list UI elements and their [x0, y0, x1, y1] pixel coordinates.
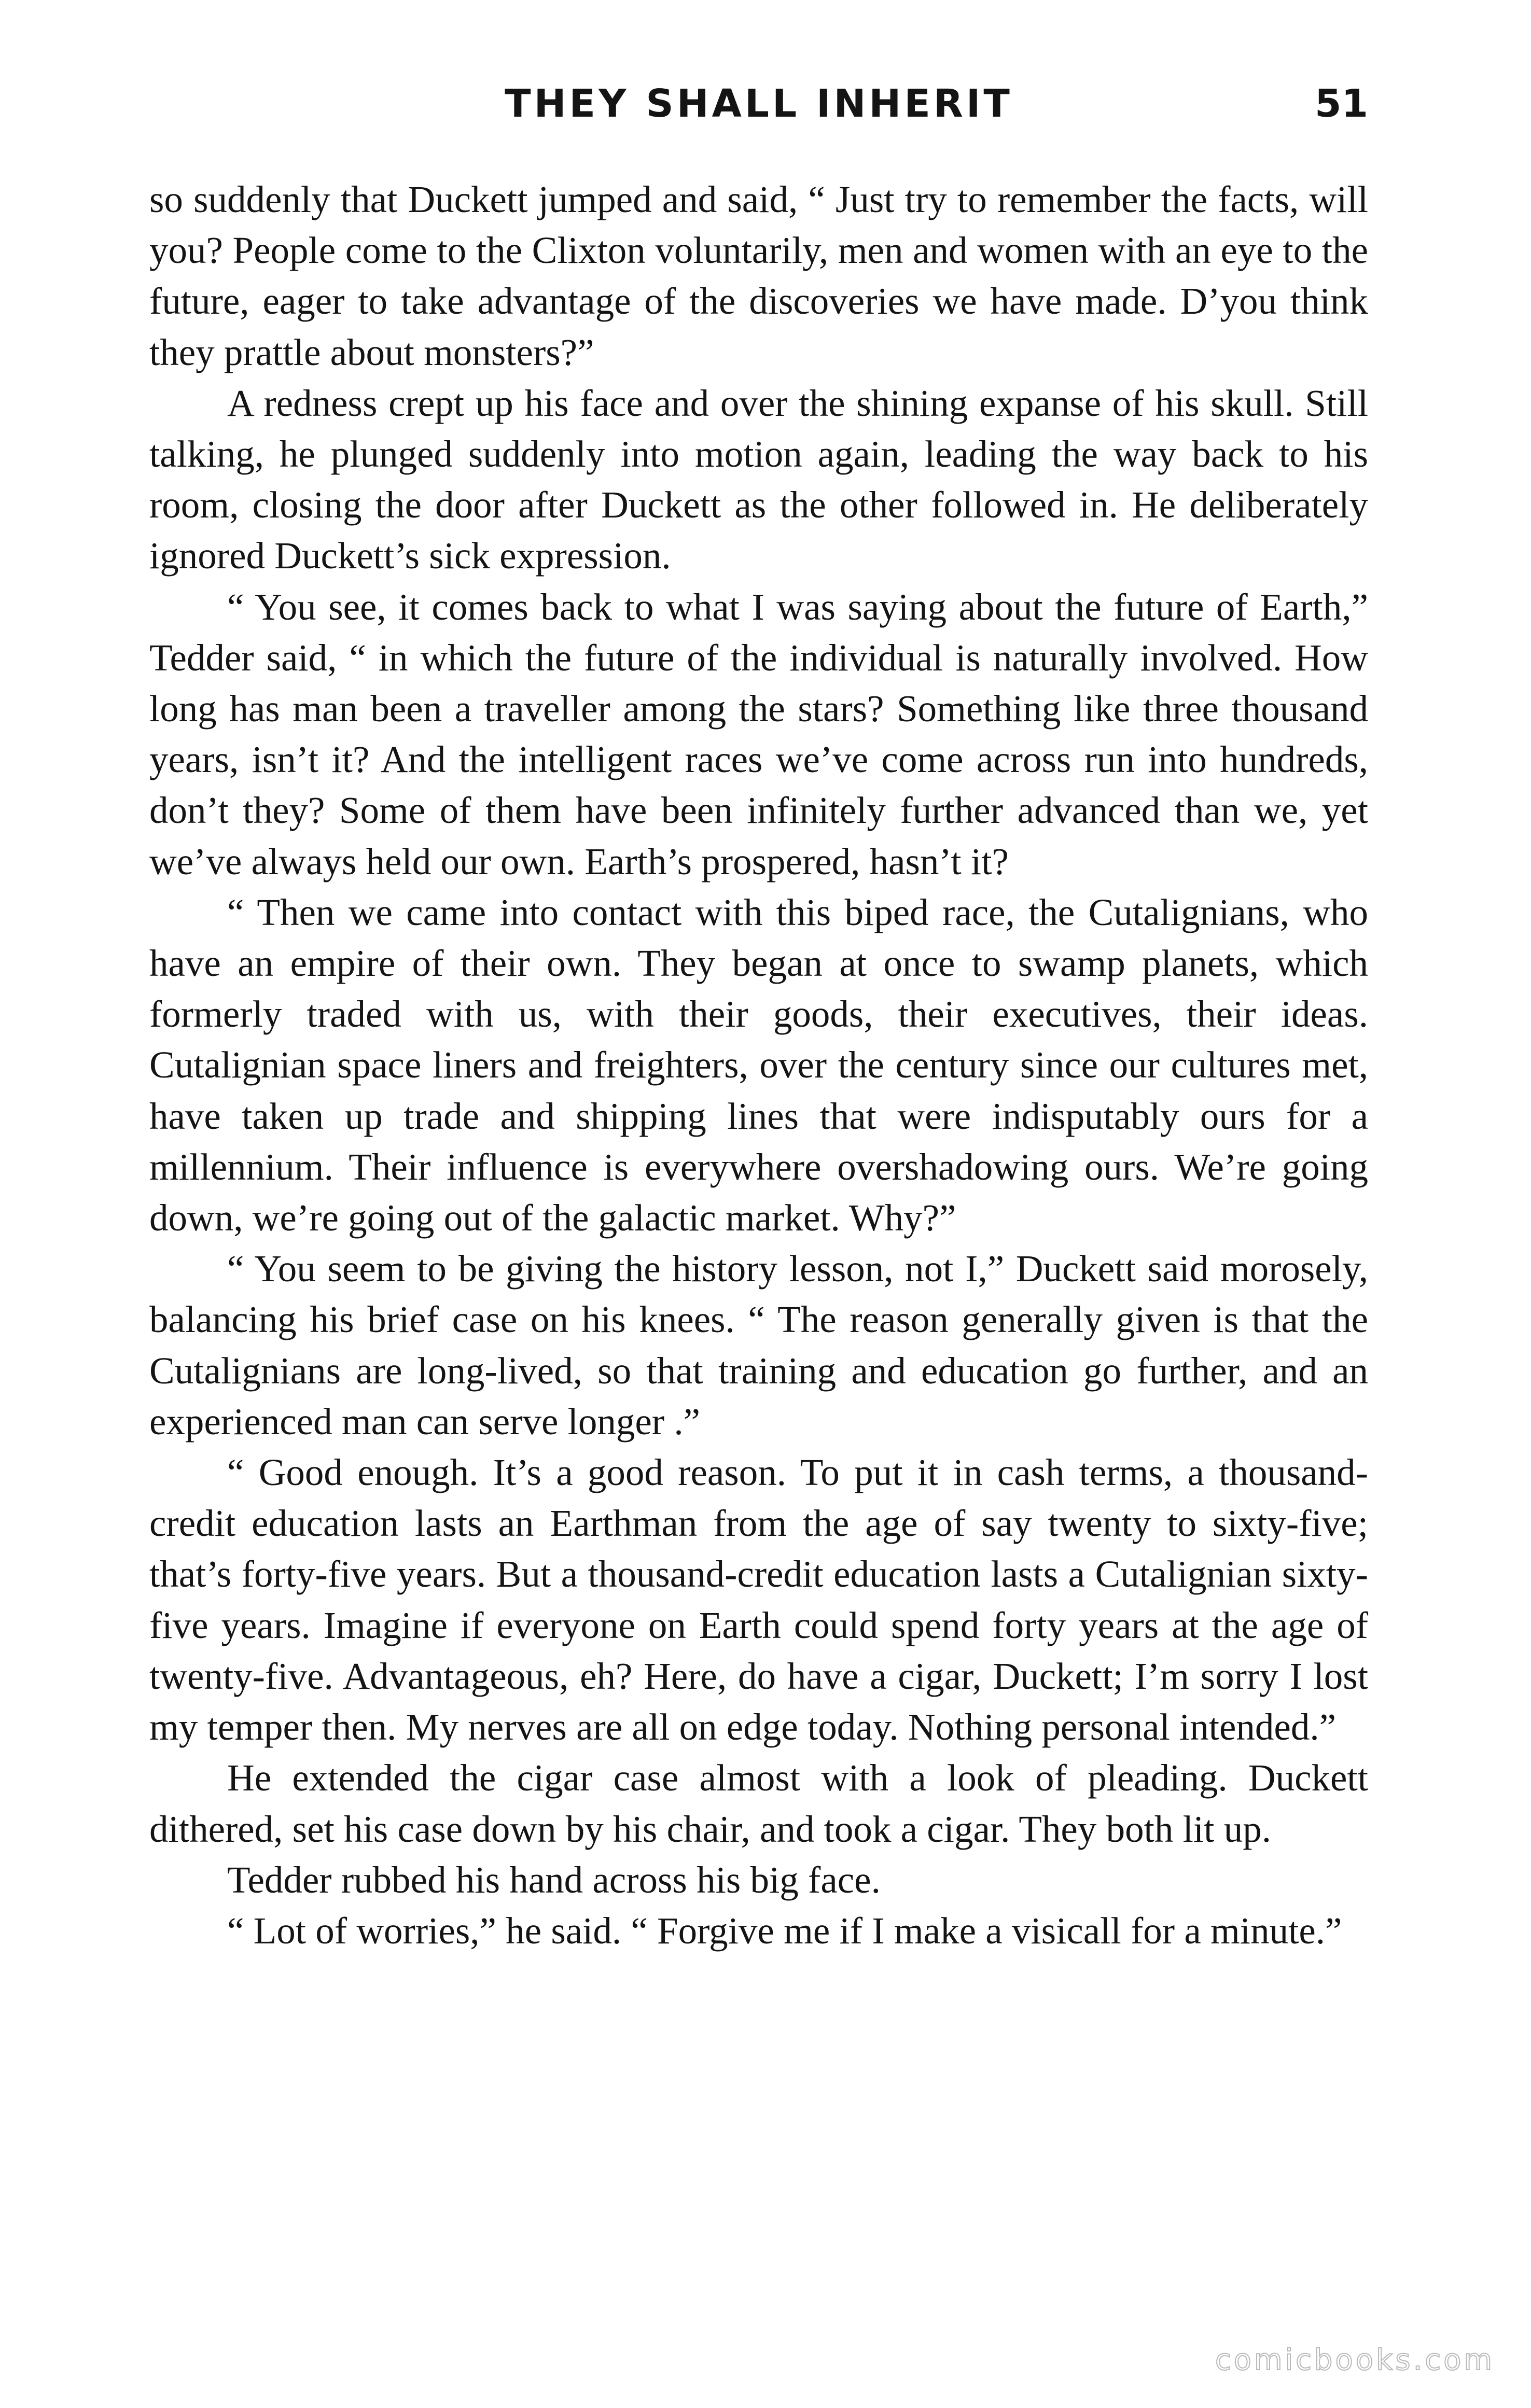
- watermark: comicbooks.com: [1215, 2343, 1495, 2377]
- paragraph: He extended the cigar case almost with a look of pleading. Duckett dithered, set his case down by his chair, and took a cigar. They both lit up.: [149, 1757, 1368, 1850]
- body-text: [149, 174, 1368, 1956]
- running-title: THEY SHALL INHERIT: [505, 81, 1013, 126]
- paragraph: “ You see, it comes back to what I was saying about the future of Earth,” Tedder said, “ in which the future of the individual is naturally involved. How long has man been a traveller among the stars? Something like three thousand years, isn’t it? And the intelligent races we’ve come across run into hundreds, don’t they? Some of them have been infinitely further advanced than we, yet we’ve always held our own. Earth’s prospered, hasn’t it?: [149, 585, 1368, 883]
- paragraph-continuation: so suddenly that Duckett jumped and said, “ Just try to remember the facts, will you? People come to the Clixton voluntarily, men and women with an eye to the future, eager to take advantage of the discoveries we have made. D’you think they prattle about monsters?”: [149, 178, 1368, 373]
- running-head: [149, 78, 1368, 135]
- page-number: 51: [1315, 81, 1368, 126]
- paragraph: A redness crept up his face and over the shining expanse of his skull. Still talking, he plunged suddenly into motion again, leading the way back to his room, closing the door after Duckett as the other followed in. He deliberately ignored Duckett’s sick expression.: [149, 382, 1368, 577]
- paragraph: “ Then we came into contact with this biped race, the Cutalignians, who have an empire of their own. They began at once to swamp planets, which formerly traded with us, with their goods, their executives, their ideas. Cutalignian space liners and freighters, over the century since our cultures met, have taken up trade and shipping lines that were indisputably ours for a millennium. Their influence is everywhere overshadowing ours. We’re going down, we’re going out of the galactic market. Why?”: [149, 891, 1368, 1239]
- paragraph: “ You seem to be giving the history lesson, not I,” Duckett said morosely, balancing his brief case on his knees. “ The reason generally given is that the Cutalignians are long-lived, so that training and education go further, and an experienced man can serve longer .”: [149, 1248, 1368, 1443]
- paragraph: “ Good enough. It’s a good reason. To put it in cash terms, a thousand-credit education lasts an Earthman from the age of say twenty to sixty-five; that’s forty-five years. But a thousand-credit education lasts a Cutalignian sixty-five years. Imagine if everyone on Earth could spend forty years at the age of twenty-five. Advantageous, eh? Here, do have a cigar, Duckett; I’m sorry I lost my temper then. My nerves are all on edge today. Nothing personal intended.”: [149, 1451, 1368, 1748]
- paragraph: “ Lot of worries,” he said. “ Forgive me if I make a visicall for a minute.”: [227, 1909, 1342, 1952]
- paragraph: Tedder rubbed his hand across his big face.: [227, 1858, 881, 1901]
